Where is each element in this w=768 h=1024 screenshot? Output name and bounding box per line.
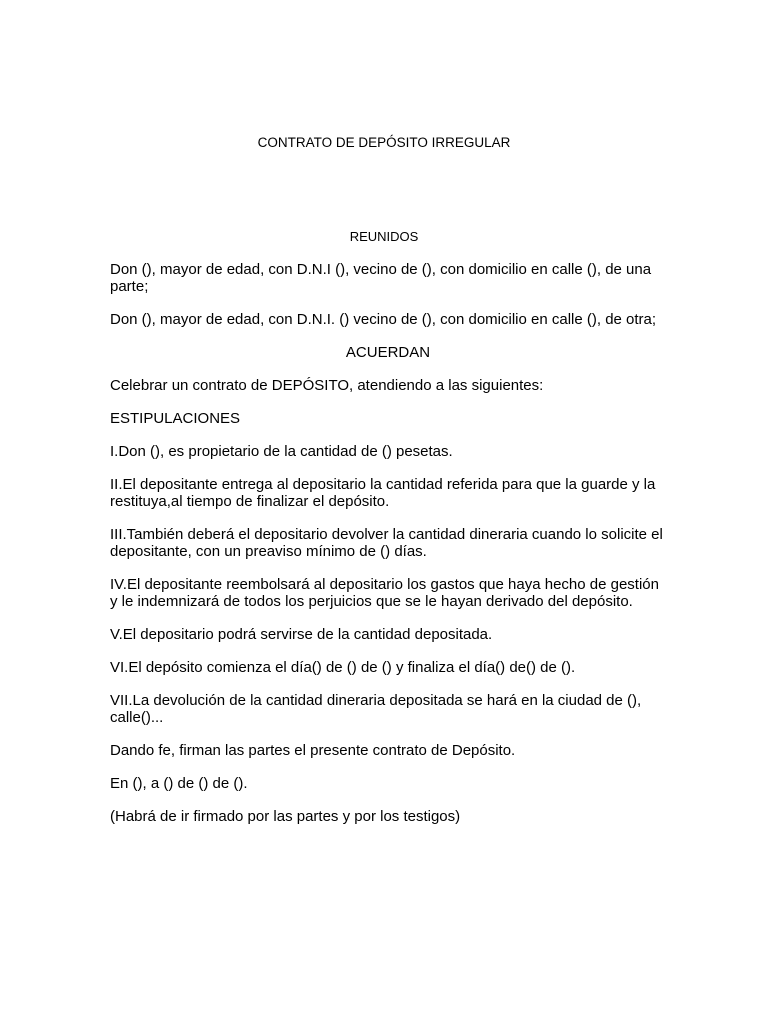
document-body <box>110 261 666 841</box>
acuerdan-heading: ACUERDAN <box>345 344 431 361</box>
clause-7: VII.La devolución de la cantidad dineraria depositada se hará en la ciudad de (), calle()... <box>110 692 642 726</box>
clause-5: V.El depositario podrá servirse de la cantidad depositada. <box>110 626 493 643</box>
clause-6: VI.El depósito comienza el día() de () de () y finaliza el día() de() de (). <box>110 659 576 676</box>
signature-note: (Habrá de ir firmado por las partes y por los testigos) <box>110 808 461 825</box>
party-two-paragraph: Don (), mayor de edad, con D.N.I. () vecino de (), con domicilio en calle (), de otra; <box>110 311 657 328</box>
reunidos-heading: REUNIDOS <box>349 229 419 244</box>
clause-3: III.También deberá el depositario devolver la cantidad dineraria cuando lo solicite el depositante, con un preaviso mínimo de () días. <box>110 526 663 560</box>
intro-paragraph: Celebrar un contrato de DEPÓSITO, atendiendo a las siguientes: <box>110 377 544 394</box>
document-title: CONTRATO DE DEPÓSITO IRREGULAR <box>257 135 511 150</box>
closing-paragraph: Dando fe, firman las partes el presente contrato de Depósito. <box>110 742 516 759</box>
clause-4: IV.El depositante reembolsará al depositario los gastos que haya hecho de gestión y le indemnizará de todos los perjuicios que se le hayan derivado del depósito. <box>110 576 659 610</box>
clause-1: I.Don (), es propietario de la cantidad de () pesetas. <box>110 443 453 460</box>
clause-2: II.El depositante entrega al depositario la cantidad referida para que la guarde y la restituya,al tiempo de finalizar el depósito. <box>110 476 656 510</box>
party-one-paragraph: Don (), mayor de edad, con D.N.I (), vecino de (), con domicilio en calle (), de una parte; <box>110 261 652 295</box>
estipulaciones-heading: ESTIPULACIONES <box>110 410 241 427</box>
place-date-line: En (), a () de () de (). <box>110 775 248 792</box>
